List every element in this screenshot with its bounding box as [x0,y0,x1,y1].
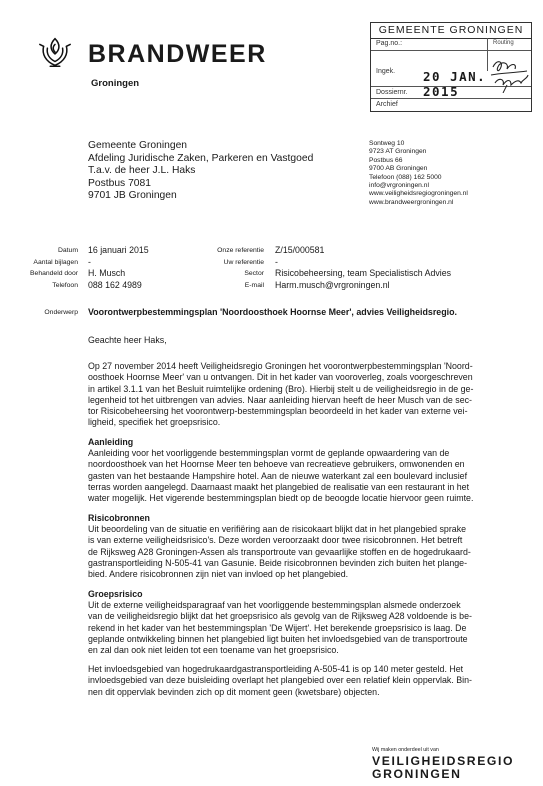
behandeld-value: H. Musch [88,268,126,278]
contact-line: Postbus 66 [369,156,403,164]
contact-line: Sontweg 10 [369,140,405,147]
risicobronnen-paragraph [88,524,508,580]
behandeld-label: Behandeld door [30,270,78,277]
contact-line: Telefoon (088) 162 5000 [369,173,442,181]
text-line: bied. Andere risicobronnen zijn niet van invloed op het plangebied. [88,569,349,580]
onze-referentie-label: Onze referentie [217,247,264,254]
text-line: gasten van het bestaande Hampshire hotel. Aan de nieuwe waterkant zal een boulevard inclusief [88,470,468,481]
footer-line-1: VEILIGHEIDSREGIO [372,754,515,768]
risicobronnen-heading: Risicobronnen [88,513,150,523]
text-line: tor Risicobeheersing het voorontwerp-bestemmingsplan beoordeeld in het kader van externe vei- [88,406,468,417]
text-line: terras worden aangelegd. Daarnaast maakt het plangebied de realisatie van een restaurant in het [88,481,470,492]
stamp-routing-label: Routing [493,40,514,46]
address-line: T.a.v. de heer J.L. Haks [88,165,196,177]
text-line: Uit beoordeling van de situatie en verifiëring aan de risicokaart blijkt dat in het plangebied sprake [88,524,467,534]
stamp-header: GEMEENTE GRONINGEN [371,23,531,39]
address-line: Afdeling Juridische Zaken, Parkeren en Vastgoed [88,152,314,164]
sender-contact [369,140,468,207]
brand-name: BRANDWEER [88,40,267,68]
contact-email[interactable]: info@vrgroningen.nl [369,182,429,190]
text-line: is van externe veiligheidsrisico's. Deze worden veroorzaakt door twee risicobronnen. Het betreft [88,535,463,546]
groepsrisico-heading: Groepsrisico [88,589,143,599]
text-line: Op 27 november 2014 heeft Veiligheidsregio Groningen het voorontwerpbestemmingsplan 'Noord- [88,361,473,371]
text-line: rekend in het kader van het bestemmingsplan 'De Wijert'. Het berekende groepsrisico is laag. De [88,622,467,633]
bijlagen-value: - [88,257,91,267]
uw-referentie-value: - [275,257,278,267]
recipient-address [88,140,313,203]
subject-text: Voorontwerpbestemmingsplan 'Noordoosthoek Hoornse Meer', advies Veiligheidsregio. [88,307,457,317]
contact-website[interactable]: www.brandweergroningen.nl [369,198,454,206]
text-line: oosthoek Hoornse Meer' van u ontvangen. Dit in het kader van vooroverleg, zoals voorgeschreven [88,372,473,383]
text-line: noordoosthoek van het Hoornse Meer ten behoeve van recreatieve gebruikers, omwonenden en [88,459,465,470]
text-line: Aanleiding voor het voorliggende bestemmingsplan vormt de geplande opwaardering van de [88,448,450,458]
text-line: van de veiligheidsregio blijkt dat het groepsrisico als gevolg van de Rijksweg A28 voldoende is be- [88,611,472,622]
invloed-paragraph [88,664,508,698]
address-line: 9701 JB Groningen [88,190,177,202]
text-line: nen dit oppervlak bevinden zich op dit moment geen (kwetsbare) objecten. [88,686,380,697]
telefoon-value: 088 162 4989 [88,280,142,290]
contact-line: 9723 AT Groningen [369,148,427,156]
email-label: E-mail [244,282,264,289]
stamp-pag-label: Pag.no.: [376,40,403,47]
brand-subtitle: Groningen [91,78,140,89]
intro-paragraph [88,361,508,429]
salutation: Geachte heer Haks, [88,335,167,345]
subject-label: Onderwerp [44,309,78,316]
text-line: geplande ontwikkeling binnen het plangebied ligt buiten het invloedsgebied van de transportroute [88,633,468,644]
text-line: ligheid, specifiek het groepsrisico. [88,417,221,428]
handwritten-signature [487,53,531,93]
text-line: in artikel 3.1.1 van het Besluit ruimtelijke ordening (Bro). Hierbij stelt u de veiligheidsregio in de ge- [88,383,474,394]
text-line: en zal dan ook niet leiden tot een toename van het groepsrisico. [88,645,339,656]
footer-logo-text [372,755,514,782]
telefoon-label: Telefoon [52,282,78,289]
groepsrisico-paragraph [88,600,508,656]
datum-value: 16 januari 2015 [88,245,149,255]
address-line: Gemeente Groningen [88,140,188,151]
bijlagen-label: Aantal bijlagen [33,259,78,266]
stamp-dossier-label: Dossiernr. [376,89,408,96]
contact-line: 9700 AB Groningen [369,165,428,173]
text-line: de Rijksweg A28 Groningen-Assen als transportroute van gevaarlijke stoffen en de hogedrukaard- [88,546,471,557]
received-stamp [370,22,532,112]
datum-label: Datum [57,247,78,254]
sector-label: Sector [244,270,264,277]
text-line: invloedsgebied van deze buisleiding overlapt het plangebied over een relatief klein oppervlak. Bin- [88,675,472,686]
text-line: Uit de externe veiligheidsparagraaf van het voorliggende bestemmingsplan alsmede onderzoek [88,600,461,610]
stamp-date: 20 JAN. 2015 [423,69,487,99]
uw-referentie-label: Uw referentie [223,259,264,266]
address-line: Postbus 7081 [88,177,151,189]
text-line: Het invloedsgebied van hogedrukaardgastransportleiding A-505-41 is op 140 meter gesteld. Het [88,664,464,674]
aanleiding-paragraph [88,448,508,504]
aanleiding-heading: Aanleiding [88,437,134,447]
onze-referentie-value: Z/15/000581 [275,245,325,255]
text-line: water mogelijk. Het vigerende bestemmingsplan biedt op de beoogde locatie hiervoor geen ruimte. [88,493,474,504]
email-value[interactable]: Harm.musch@vrgroningen.nl [275,280,390,290]
text-line: gastransportleiding N-505-41 van Gasunie. Beide risicobronnen bevinden zich buiten het plange- [88,557,468,568]
stamp-archief-label: Archief [376,101,398,108]
contact-website[interactable]: www.veiligheidsregiogroningen.nl [369,190,468,198]
footer-line-2: GRONINGEN [372,767,462,782]
footer-tagline: Wij maken onderdeel uit van [372,747,439,753]
brandweer-logo-icon [36,33,74,71]
sector-value: Risicobeheersing, team Specialistisch Advies [275,268,452,278]
text-line: legenheid tot het uitbrengen van advies. Naar aanleiding hiervan heeft de heer Musch van de sec- [88,394,472,405]
stamp-ingek-label: Ingek. [376,68,396,75]
